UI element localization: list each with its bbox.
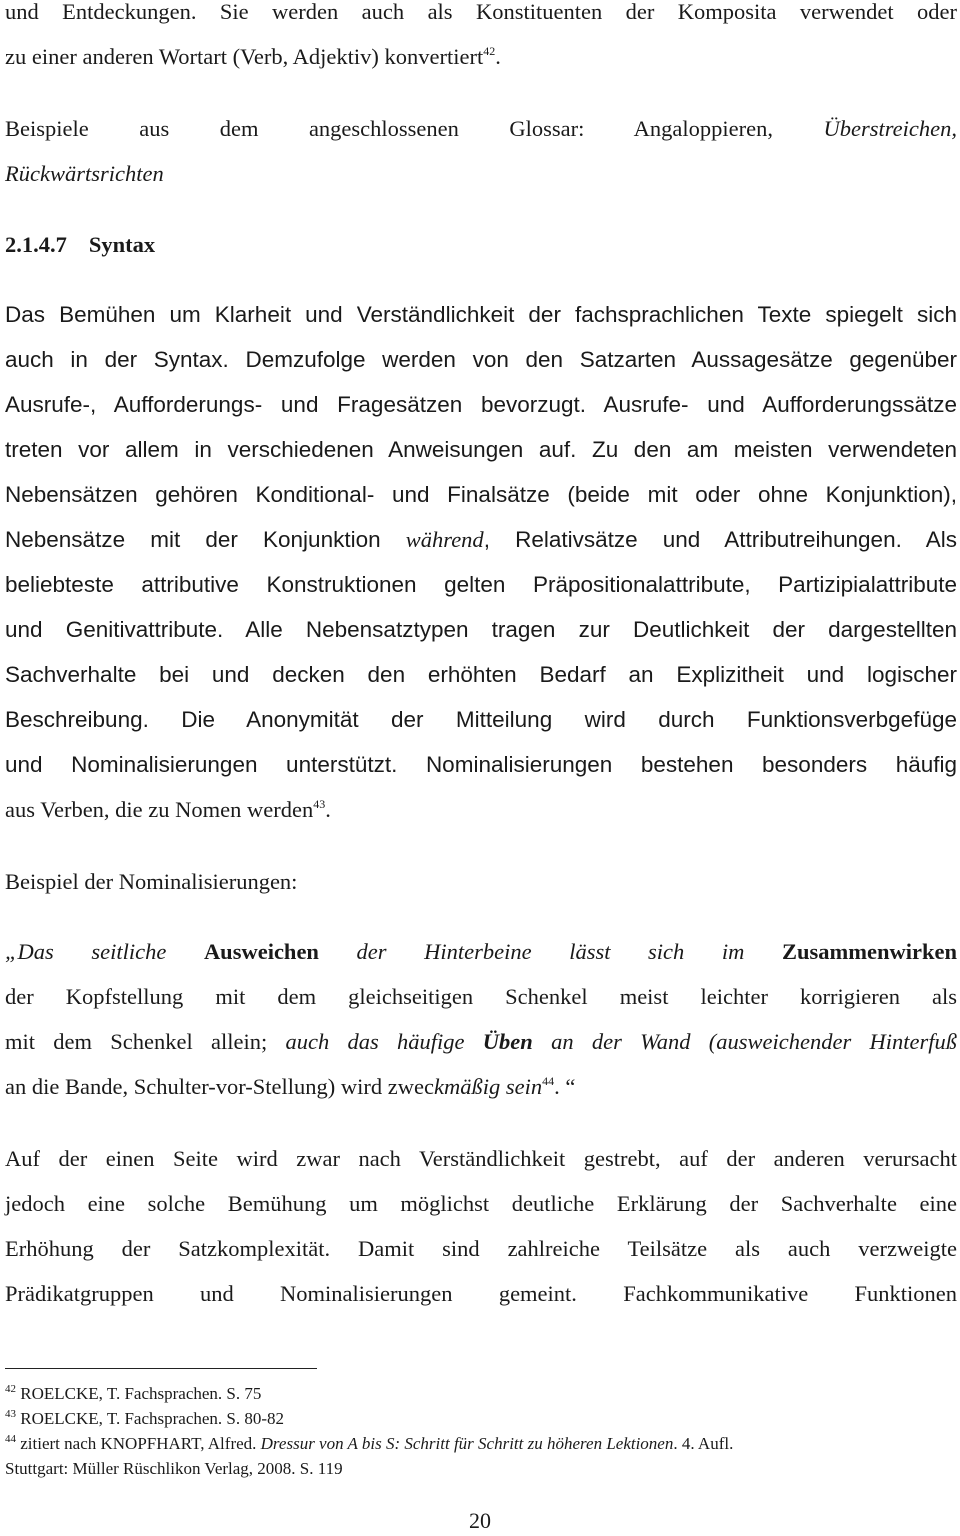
text-line: der Kopfstellung mit dem gleichseitigen Schenkel meist leichter korrigieren als	[5, 984, 957, 1009]
text-line: Beschreibung. Die Anonymität der Mitteilung wird durch Funktionsverbgefüge	[5, 707, 957, 732]
text-line: Sachverhalte bei und decken den erhöhten Bedarf an Explizitheit und logischer	[5, 662, 957, 687]
text-line: Prädikatgruppen und Nominalisierungen gemeint. Fachkommunikative Funktionen	[5, 1281, 957, 1306]
text-line: Beispiele aus dem angeschlossenen Glossar: Angaloppieren, Überstreichen,	[5, 116, 957, 141]
footnote-44: $^{44}$ zitiert nach KNOPFHART, Alfred. Dressur von A bis S: Schritt für Schritt zu höheren Lektionen. 4. Aufl.	[5, 1433, 734, 1453]
syntax-paragraph	[5, 292, 957, 832]
footnote-ref-44: 44	[542, 1074, 555, 1088]
section-number: 2.1.4.7	[5, 232, 67, 257]
text-line: jedoch eine solche Bemühung um möglichst deutliche Erklärung der Sachverhalte eine	[5, 1191, 957, 1216]
text-line: beliebteste attributive Konstruktionen gelten Präpositionalattribute, Partizipialattribute	[5, 572, 957, 597]
text-line: zu einer anderen Wortart (Verb, Adjektiv) konvertiert$^{42}$.	[5, 44, 501, 69]
footnote-ref-43: 43	[313, 797, 326, 811]
complexity-paragraph	[5, 1136, 957, 1316]
text-line: mit dem Schenkel allein; auch das häufige Üben an der Wand (ausweichender Hinterfuß	[5, 1029, 957, 1054]
quotation	[5, 929, 957, 1109]
text-line: an die Bande, Schulter-vor-Stellung) wird zweckmäßig sein$^{44}$. “	[5, 1074, 576, 1099]
text-line: aus Verben, die zu Nomen werden$^{43}$.	[5, 797, 331, 822]
text-line: Das Bemühen um Klarheit und Verständlichkeit der fachsprachlichen Texte spiegelt sich	[5, 302, 957, 327]
example-heading: Beispiel der Nominalisierungen:	[5, 869, 298, 894]
glossary-examples	[5, 106, 957, 196]
footnote-42: $^{42}$ ROELCKE, T. Fachsprachen. S. 75	[5, 1383, 262, 1403]
text-line: und Genitivattribute. Alle Nebensatztypen tragen zur Deutlichkeit der dargestellten	[5, 617, 957, 642]
text-line: auch in der Syntax. Demzufolge werden von den Satzarten Aussagesätze gegenüber	[5, 347, 957, 372]
text-line: Erhöhung der Satzkomplexität. Damit sind zahlreiche Teilsätze als auch verzweigte	[5, 1236, 957, 1261]
footnote-ref-42: 42	[483, 44, 496, 58]
section-heading	[5, 222, 155, 267]
text-line: Rückwärtsrichten	[5, 161, 164, 186]
text-line: und Nominalisierungen unterstützt. Nominalisierungen bestehen besonders häufig	[5, 752, 957, 777]
text-line: Nebensätze mit der Konjunktion während, Relativsätze und Attributreihungen. Als	[5, 527, 957, 552]
text-line: Auf der einen Seite wird zwar nach Verständlichkeit gestrebt, auf der anderen verursacht	[5, 1146, 957, 1171]
page-number: 20	[469, 1508, 491, 1533]
text-line: Nebensätzen gehören Konditional- und Finalsätze (beide mit oder ohne Konjunktion),	[5, 482, 957, 507]
footnote-43: $^{43}$ ROELCKE, T. Fachsprachen. S. 80-82	[5, 1408, 285, 1428]
intro-paragraph	[5, 0, 957, 79]
text-line: Ausrufe-, Aufforderungs- und Fragesätzen bevorzugt. Ausrufe- und Aufforderungssätze	[5, 392, 957, 417]
section-title: Syntax	[88, 232, 156, 257]
text-line: „Das seitliche Ausweichen der Hinterbeine lässt sich im Zusammenwirken	[5, 939, 957, 964]
text-line: treten vor allem in verschiedenen Anweisungen auf. Zu den am meisten verwendeten	[5, 437, 957, 462]
text-line: und Entdeckungen. Sie werden auch als Konstituenten der Komposita verwendet oder	[5, 0, 957, 24]
footnote-44-continued: Stuttgart: Müller Rüschlikon Verlag, 2008. S. 119	[5, 1459, 343, 1478]
footnote-separator	[5, 1368, 317, 1369]
